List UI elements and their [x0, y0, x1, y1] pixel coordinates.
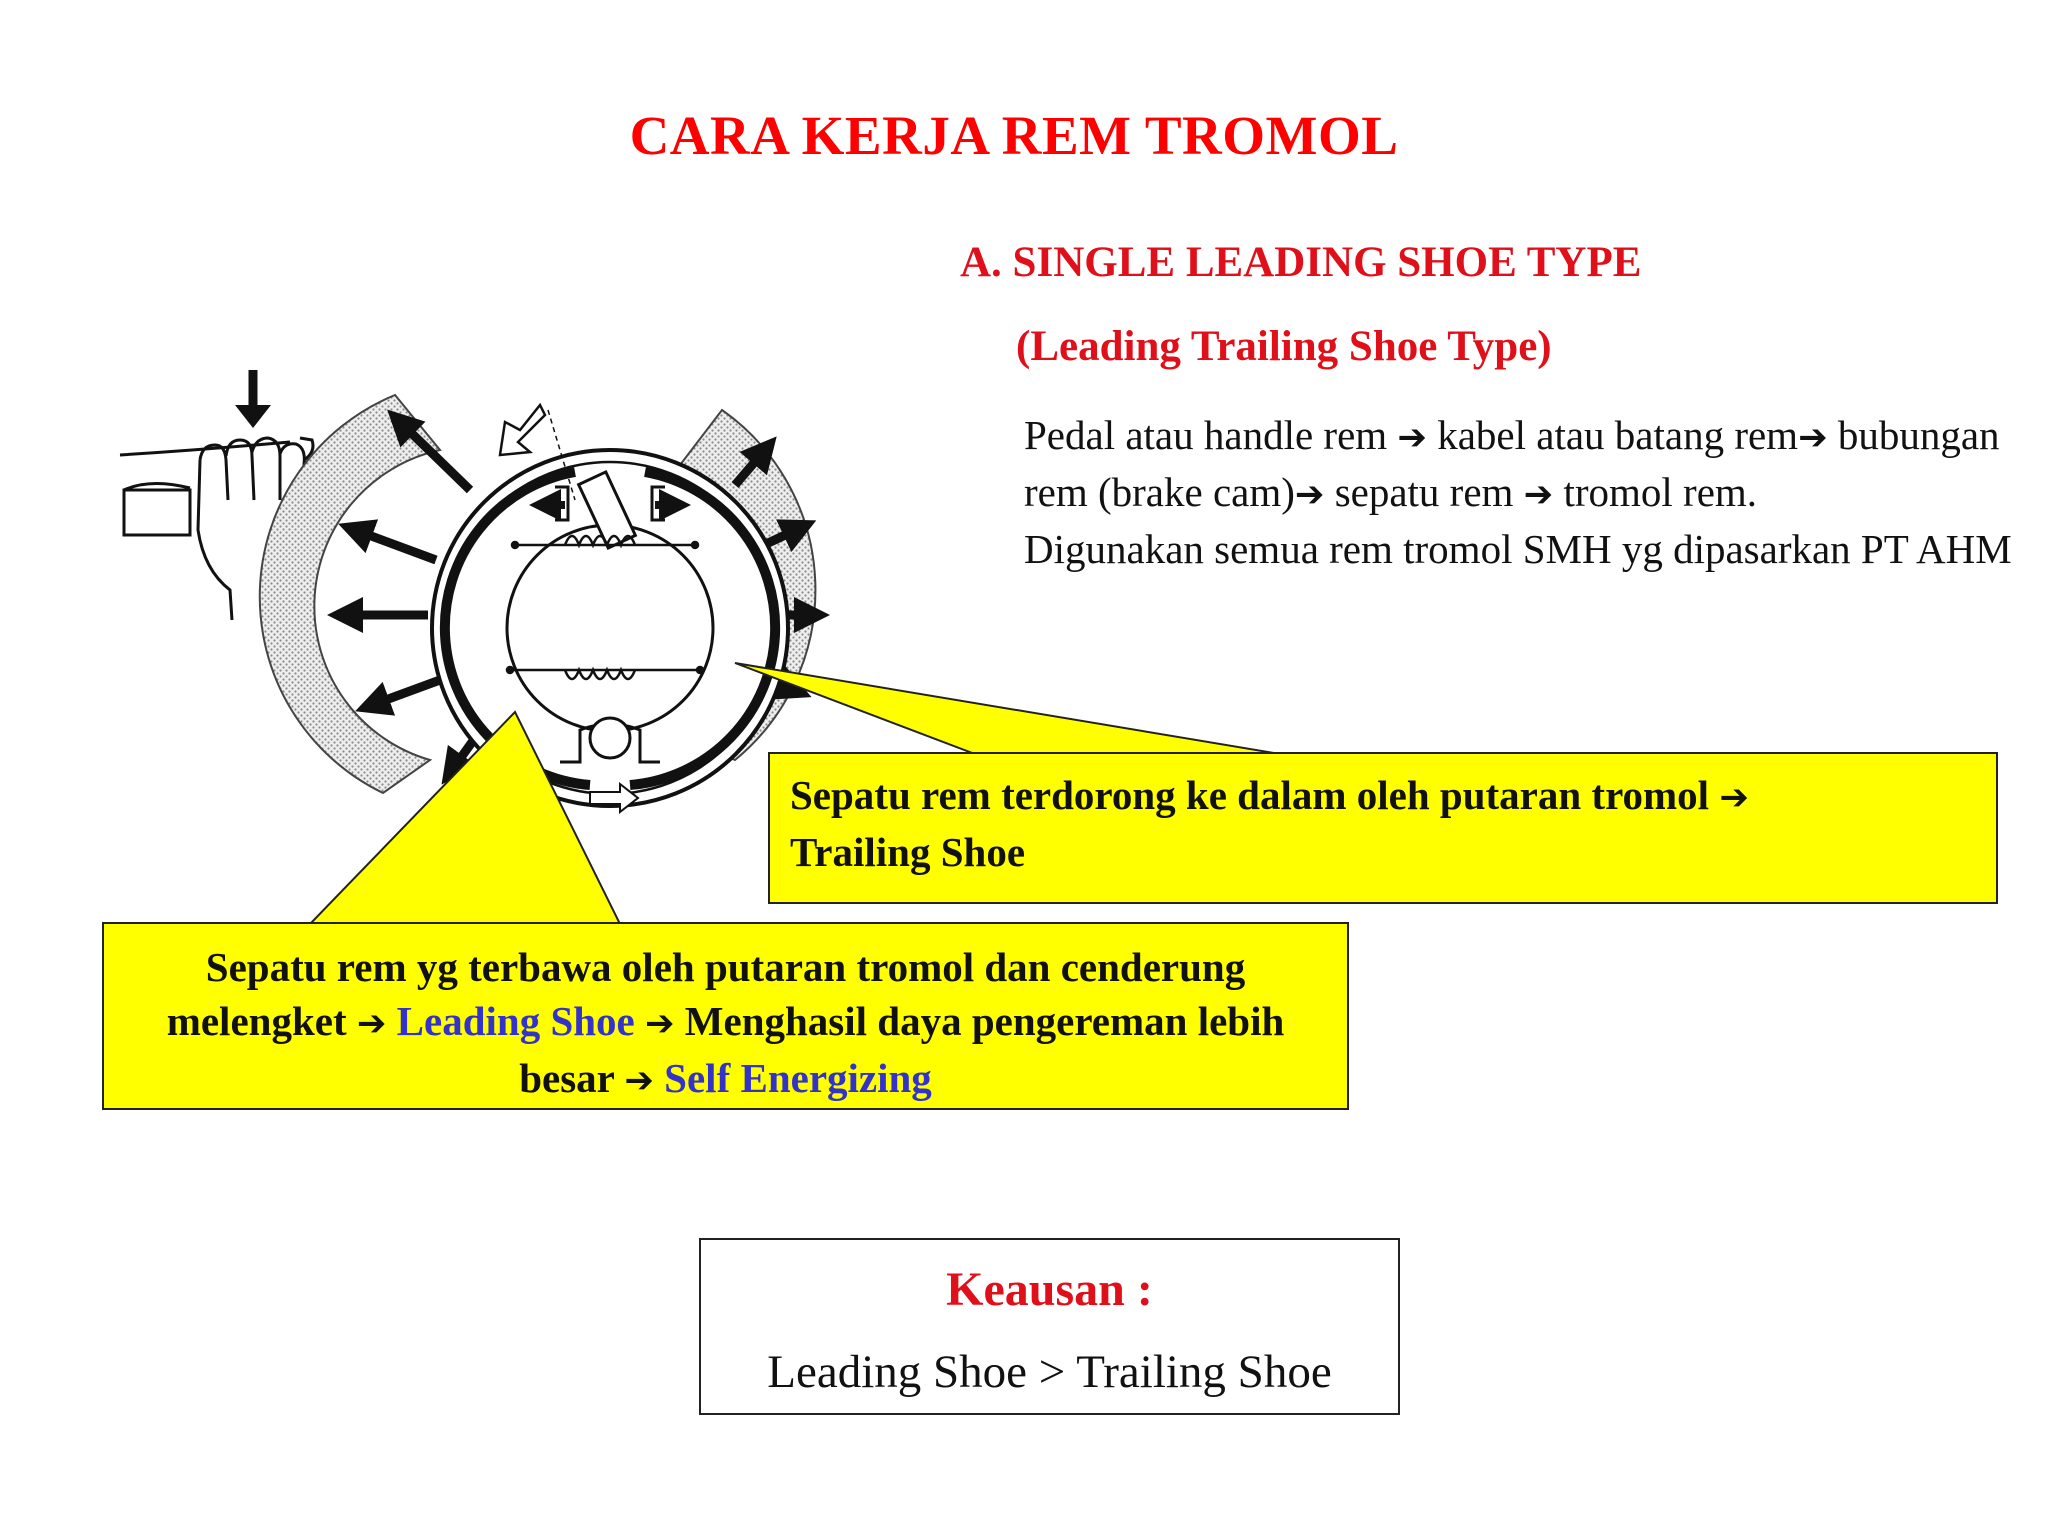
- section-heading: A. SINGLE LEADING SHOE TYPE: [960, 239, 1642, 286]
- usage-paragraph: Digunakan semua rem tromol SMH yg dipasarkan PT AHM: [1024, 526, 2012, 572]
- trailing-callout-text: Sepatu rem terdorong ke dalam oleh putaran tromol: [790, 772, 1710, 818]
- trailing-shoe-term: Trailing Shoe: [790, 829, 1026, 875]
- arrow-right-icon: ➔: [1798, 417, 1828, 458]
- page-title: CARA KERJA REM TROMOL: [629, 105, 1399, 166]
- flow-step-shoe: sepatu rem: [1334, 469, 1514, 515]
- trailing-callout-pointer: [735, 663, 1280, 754]
- arrow-right-icon: ➔: [1397, 417, 1427, 458]
- flow-step-drum: tromol rem.: [1563, 469, 1758, 515]
- leading-shoe-callout: [102, 922, 1349, 1110]
- leading-callout-text: Sepatu rem yg terbawa oleh putaran tromol dan cenderung melengket: [166, 944, 1246, 1044]
- wear-box: [699, 1238, 1400, 1415]
- braking-force-text: Menghasil daya pengereman lebih besar: [519, 998, 1285, 1101]
- arrow-right-icon: ➔: [1719, 777, 1749, 818]
- arrow-right-icon: ➔: [624, 1060, 654, 1101]
- wear-comparison: Leading Shoe > Trailing Shoe: [767, 1346, 1332, 1398]
- arrow-right-icon: ➔: [1523, 474, 1554, 515]
- trailing-shoe-callout: [768, 752, 1998, 904]
- arrow-right-icon: ➔: [356, 1003, 387, 1044]
- flow-step-pedal: Pedal atau handle rem: [1024, 412, 1388, 458]
- flow-step-cable: kabel atau batang rem: [1437, 412, 1799, 458]
- wear-title: Keausan :: [946, 1263, 1153, 1316]
- leading-callout-pointer: [310, 712, 620, 924]
- leading-shoe-term: Leading Shoe: [396, 998, 635, 1044]
- flow-step-cam: bubungan rem (brake cam): [1024, 412, 2000, 515]
- section-subheading: (Leading Trailing Shoe Type): [1016, 323, 1552, 370]
- self-energizing-term: Self Energizing: [664, 1055, 932, 1101]
- arrow-right-icon: ➔: [645, 1003, 675, 1044]
- arrow-right-icon: ➔: [1294, 474, 1325, 515]
